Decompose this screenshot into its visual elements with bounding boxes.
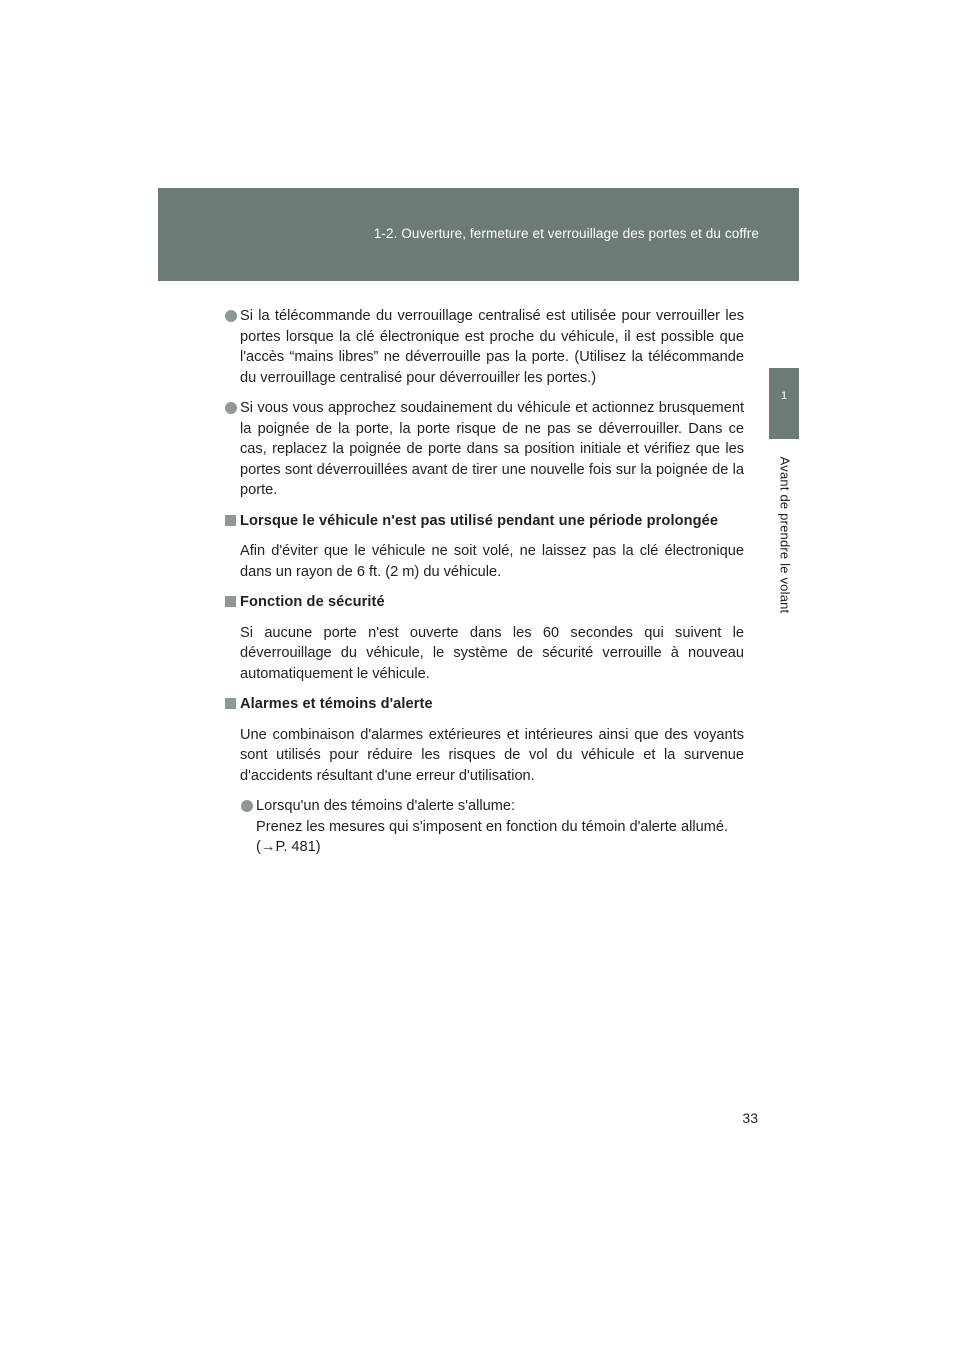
page-reference-link[interactable]: (→P. 481) bbox=[256, 839, 321, 855]
section-square-icon bbox=[225, 596, 236, 607]
bullet-dot-icon bbox=[225, 402, 237, 414]
section-heading-text: Alarmes et témoins d'alerte bbox=[240, 696, 433, 712]
sub-bullet-line2: Prenez les mesures qui s'imposent en fonction du témoin d'alerte allumé. bbox=[256, 818, 729, 835]
chapter-number: 1 bbox=[780, 390, 788, 402]
section-heading bbox=[224, 511, 744, 532]
sub-bullet-line1: Lorsqu'un des témoins d'alerte s'allume: bbox=[256, 798, 516, 814]
section-security-function bbox=[224, 592, 744, 684]
section-body: Afin d'éviter que le véhicule ne soit volé, ne laissez pas la clé électronique dans un rayon de 6 ft. (2 m) du véhicule. bbox=[240, 543, 744, 580]
chapter-title: 1-2. Ouverture, fermeture et verrouillage des portes et du coffre bbox=[373, 226, 759, 241]
section-alarms bbox=[224, 694, 744, 858]
list-item bbox=[240, 796, 744, 858]
chapter-side-tab bbox=[769, 368, 799, 439]
bullet-dot-icon bbox=[241, 800, 253, 812]
section-square-icon bbox=[225, 515, 236, 526]
section-heading bbox=[224, 592, 744, 613]
bullet-text: Si vous vous approchez soudainement du véhicule et actionnez brusquement la poignée de la porte, la porte risque de ne pas se déverrouiller. Dans ce cas, replacez la poignée de porte dans sa position initiale et vérifiez que les portes sont déverrouillées avant de tirer une nouvelle fois sur la poignée de la porte. bbox=[240, 400, 744, 498]
section-heading bbox=[224, 694, 744, 715]
chapter-side-label: Avant de prendre le volant bbox=[777, 456, 793, 614]
bullet-text: Si la télécommande du verrouillage centralisé est utilisée pour verrouiller les portes lorsque la clé électronique est proche du véhicule, il est possible que l'accès “mains libres” ne déverrouille pas la porte. (Utilisez la télécommande du verrouillage centralisé pour déverrouiller les portes.) bbox=[240, 308, 744, 386]
list-item bbox=[224, 306, 744, 388]
bullet-dot-icon bbox=[225, 310, 237, 322]
section-square-icon bbox=[225, 698, 236, 709]
section-heading-text: Lorsque le véhicule n'est pas utilisé pendant une période prolongée bbox=[240, 512, 719, 529]
page-content bbox=[224, 306, 744, 868]
page-number: 33 bbox=[742, 1110, 758, 1126]
chapter-header-bar bbox=[158, 188, 799, 281]
section-heading-text: Fonction de sécurité bbox=[240, 594, 385, 610]
section-body: Si aucune porte n'est ouverte dans les 60 secondes qui suivent le déverrouillage du véhicule, le système de sécurité verrouille à nouveau automatiquement le véhicule. bbox=[240, 624, 744, 682]
section-long-period bbox=[224, 511, 744, 583]
section-body: Une combinaison d'alarmes extérieures et intérieures ainsi que des voyants sont utilisés pour réduire les risques de vol du véhicule et la survenue d'accidents résultant d'une erreur d'utilisation. bbox=[240, 726, 744, 784]
list-item bbox=[224, 398, 744, 501]
